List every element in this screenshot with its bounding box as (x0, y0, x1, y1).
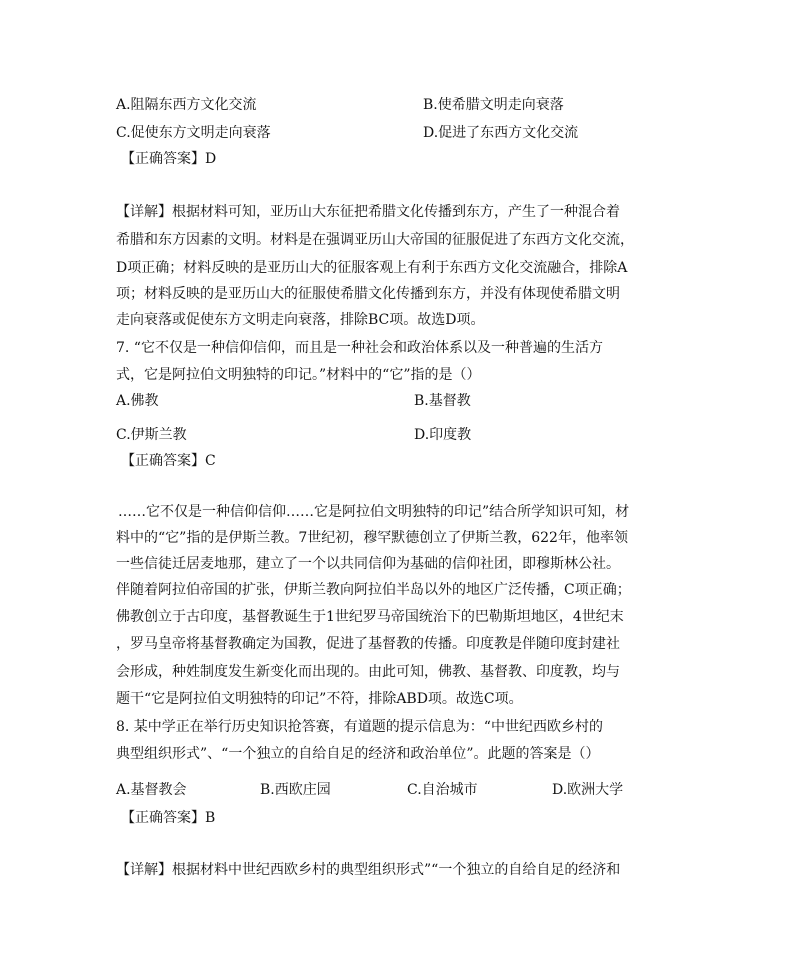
q6-option-a: A.阻隔东西方文化交流 (116, 97, 257, 113)
q7-option-c: C.伊斯兰教 (116, 427, 187, 443)
q8-stem-line: 典型组织形式”、“一个独立的自给自足的经济和政治单位”。此题的答案是（） (116, 746, 600, 762)
q8-explanation-line: 【详解】根据材料中世纪西欧乡村的典型组织形式”“一个独立的自给自足的经济和 (116, 862, 621, 878)
q8-option-a: A.基督教会 (116, 782, 187, 798)
q7-option-b: B.基督教 (414, 393, 471, 409)
q6-explanation-line: 希腊和东方因素的文明。材料是在强调亚历山大帝国的征服促进了东西方文化交流， (116, 232, 634, 248)
q6-explanation-line: 项；材料反映的是亚历山大的征服使希腊文化传播到东方，并没有体现使希腊文明 (116, 286, 620, 302)
q6-answer: 【正确答案】D (121, 151, 217, 167)
q7-stem-line: 7. “它不仅是一种信仰信仰，而且是一种社会和政治体系以及一种普遍的生活方 (116, 340, 603, 356)
q7-stem-line: 式，它是阿拉伯文明独特的印记。”材料中的“它”指的是（） (116, 367, 481, 383)
q6-explanation-line: 【详解】根据材料可知，亚历山大东征把希腊文化传播到东方，产生了一种混合着 (116, 204, 620, 220)
q7-explanation-line: ……它不仅是一种信仰信仰……它是阿拉伯文明独特的印记”结合所学知识可知，材 (118, 504, 630, 520)
q6-explanation-line: 走向衰落或促使东方文明走向衰落，排除BC项。故选D项。 (116, 312, 485, 328)
q8-option-c: C.自治城市 (407, 782, 478, 798)
q6-option-d: D.促进了东西方文化交流 (423, 125, 579, 141)
q7-option-a: A.佛教 (116, 393, 159, 409)
q7-explanation-line: ，罗马皇帝将基督教确定为国教，促进了基督教的传播。印度教是伴随印度封建社 (116, 636, 620, 652)
q7-answer: 【正确答案】C (121, 453, 216, 469)
q8-answer: 【正确答案】B (121, 810, 216, 826)
q7-explanation-line: 题干“它是阿拉伯文明独特的印记”不符，排除ABD项。故选C项。 (116, 691, 523, 707)
q7-explanation-line: 料中的“它”指的是伊斯兰教。7世纪初，穆罕默德创立了伊斯兰教，622年，他率领 (116, 530, 628, 546)
q7-option-d: D.印度教 (414, 427, 472, 443)
q6-explanation-line: D项正确；材料反映的是亚历山大的征服客观上有利于东西方文化交流融合，排除A (116, 260, 628, 276)
q6-option-c: C.促使东方文明走向衰落 (116, 125, 271, 141)
q7-explanation-line: 伴随着阿拉伯帝国的扩张，伊斯兰教向阿拉伯半岛以外的地区广泛传播，C项正确； (116, 582, 631, 598)
q8-option-b: B.西欧庄园 (260, 782, 331, 798)
q7-explanation-line: 会形成，种姓制度发生新变化而出现的。由此可知，佛教、基督教、印度教，均与 (116, 664, 620, 680)
q7-explanation-line: 佛教创立于古印度，基督教诞生于1世纪罗马帝国统治下的巴勒斯坦地区，4世纪末 (116, 609, 624, 625)
q8-stem-line: 8. 某中学正在举行历史知识抢答赛，有道题的提示信息为：“中世纪西欧乡村的 (116, 719, 603, 735)
q7-explanation-line: 一些信徒迁居麦地那，建立了一个以共同信仰为基础的信仰社团，即穆斯林公社。 (116, 556, 620, 572)
q6-option-b: B.使希腊文明走向衰落 (423, 97, 564, 113)
q8-option-d: D.欧洲大学 (552, 782, 624, 798)
